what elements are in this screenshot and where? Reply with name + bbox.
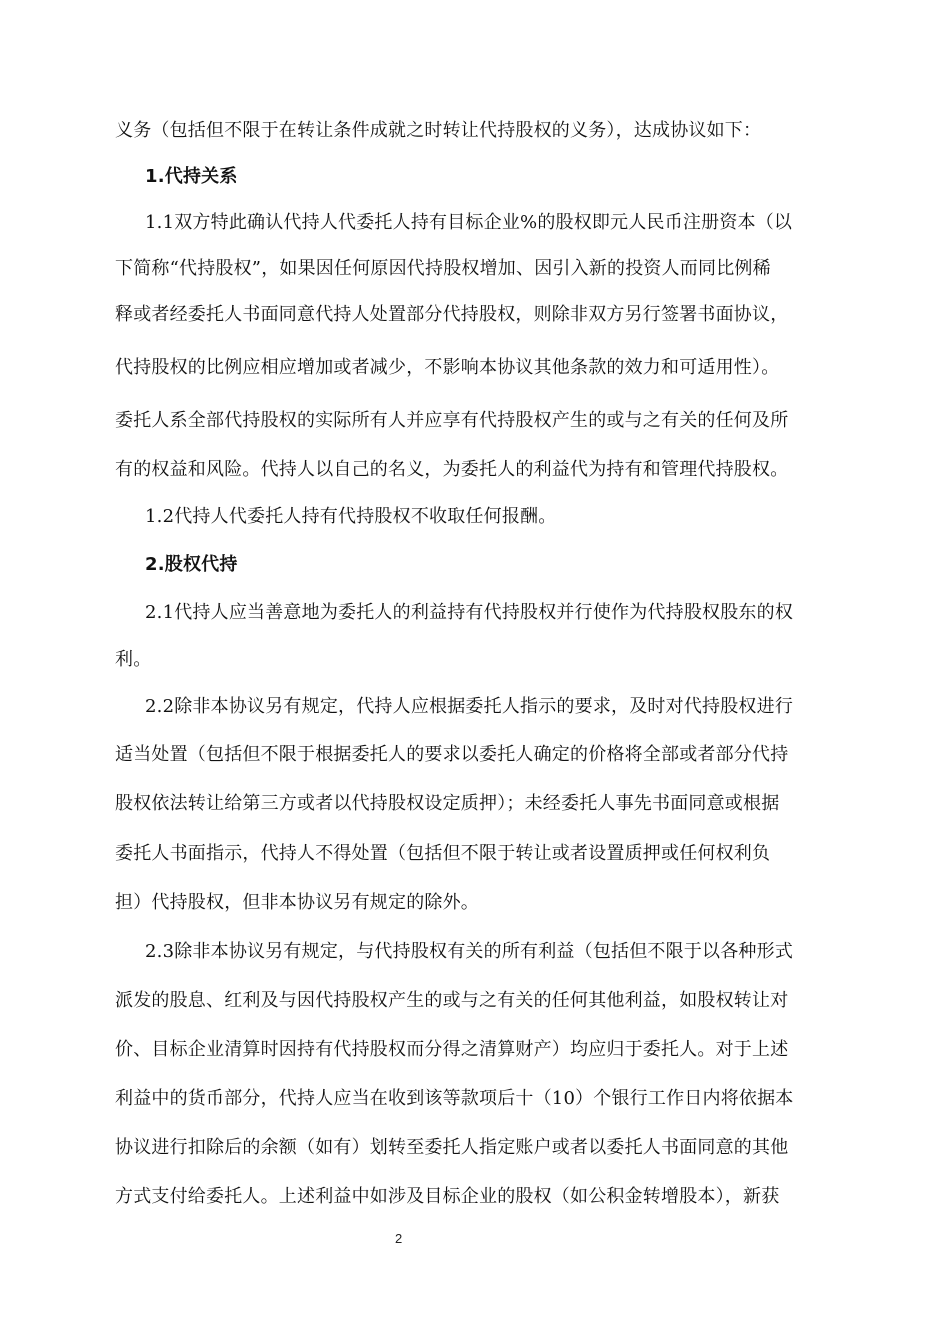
text-line: 股权依法转让给第三方或者以代持股权设定质押）；未经委托人事先书面同意或根据 xyxy=(115,793,780,814)
text-line: 价、目标企业清算时因持有代持股权而分得之清算财产）均应归于委托人。对于上述 xyxy=(115,1039,789,1060)
text-line: 1.1双方特此确认代持人代委托人持有目标企业%的股权即元人民币注册资本（以 xyxy=(145,212,793,233)
text-line: 派发的股息、红利及与因代持股权产生的或与之有关的任何其他利益，如股权转让对 xyxy=(115,990,789,1011)
text-line: 1.2代持人代委托人持有代持股权不收取任何报酬。 xyxy=(145,506,557,527)
text-line: 担）代持股权，但非本协议另有规定的除外。 xyxy=(115,892,479,913)
section-heading: 1.代持关系 xyxy=(145,166,238,187)
text-line: 利益中的货币部分，代持人应当在收到该等款项后十（10）个银行工作日内将依据本 xyxy=(115,1088,794,1109)
text-line: 释或者经委托人书面同意代持人处置部分代持股权，则除非双方另行签署书面协议， xyxy=(115,304,789,325)
text-line: 方式支付给委托人。上述利益中如涉及目标企业的股权（如公积金转增股本），新获 xyxy=(115,1186,780,1207)
text-line: 义务（包括但不限于在转让条件成就之时转让代持股权的义务），达成协议如下： xyxy=(115,120,762,141)
text-line: 适当处置（包括但不限于根据委托人的要求以委托人确定的价格将全部或者部分代持 xyxy=(115,744,789,765)
text-line: 代持股权的比例应相应增加或者减少，不影响本协议其他条款的效力和可适用性）。 xyxy=(115,357,780,378)
text-line: 委托人书面指示，代持人不得处置（包括但不限于转让或者设置质押或任何权利负 xyxy=(115,843,771,864)
text-line: 协议进行扣除后的余额（如有）划转至委托人指定账户或者以委托人书面同意的其他 xyxy=(115,1137,789,1158)
text-line: 委托人系全部代持股权的实际所有人并应享有代持股权产生的或与之有关的任何及所 xyxy=(115,410,789,431)
text-line: 2.2除非本协议另有规定，代持人应根据委托人指示的要求，及时对代持股权进行 xyxy=(145,696,794,717)
section-heading: 2.股权代持 xyxy=(145,554,238,575)
text-line: 2.1代持人应当善意地为委托人的利益持有代持股权并行使作为代持股权股东的权 xyxy=(145,602,794,623)
text-line: 下简称“代持股权”，如果因任何原因代持股权增加、因引入新的投资人而同比例稀 xyxy=(115,258,771,279)
text-line: 有的权益和风险。代持人以自己的名义，为委托人的利益代为持有和管理代持股权。 xyxy=(115,459,789,480)
text-line: 利。 xyxy=(115,649,152,670)
text-line: 2.3除非本协议另有规定，与代持股权有关的所有利益（包括但不限于以各种形式 xyxy=(145,941,794,962)
page-number: 2 xyxy=(395,1231,403,1246)
